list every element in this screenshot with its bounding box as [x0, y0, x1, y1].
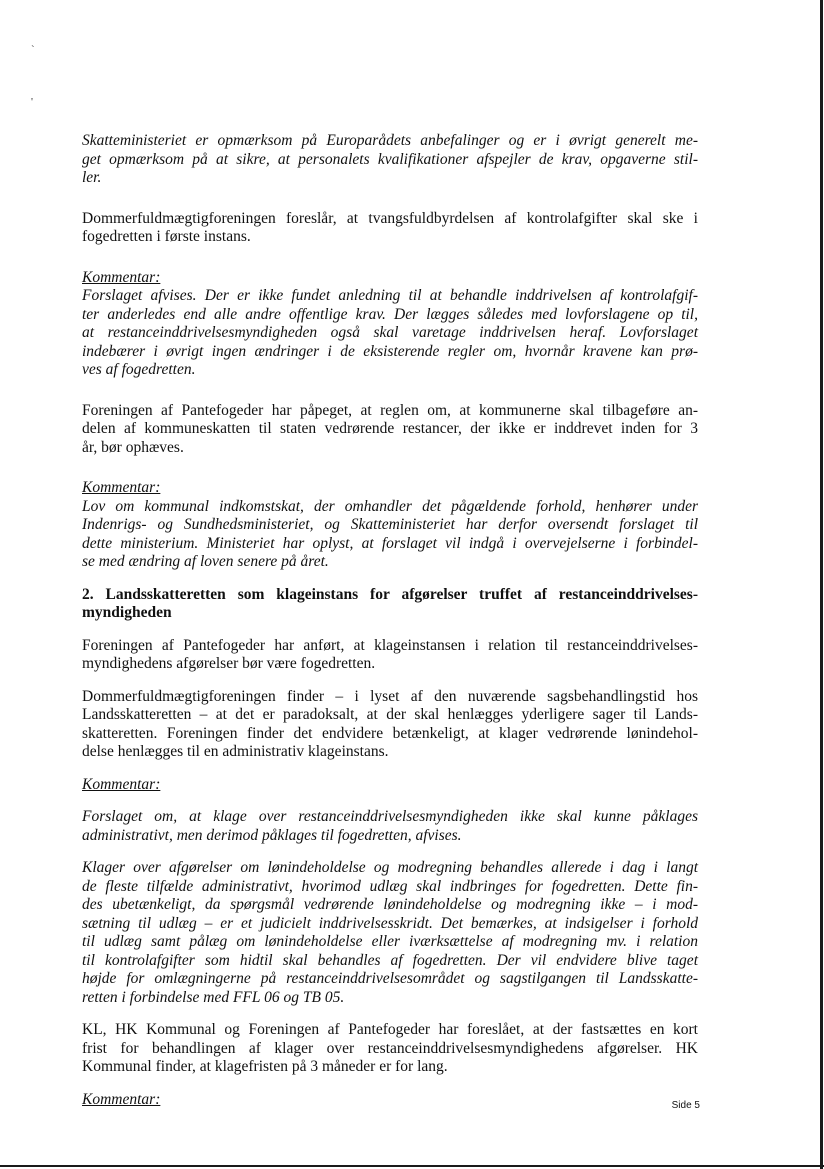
document-body — [82, 132, 698, 1109]
text-line: Forslaget om, at klage over restanceinddrivelsesmyndigheden ikke skal kunne påklages — [82, 808, 698, 825]
heading-line: myndigheden — [82, 604, 172, 621]
comment-label: Kommentar: — [82, 1090, 161, 1108]
scan-edge-bottom — [0, 1165, 824, 1167]
text-line: Lov om kommunal indkomstskat, der omhandler det pågældende forhold, henhører under — [82, 497, 698, 515]
text-line: højde for omlægningerne på restanceinddrivelsesområdet og sagstilgangen til Landsskatte- — [82, 970, 698, 987]
text-line: ter anderledes end alle andre offentlige krav. Der lægges således med lovforslagene op til, — [82, 305, 698, 323]
text-line: de fleste tilfælde administrativt, hvorimod udlæg skal indbringes for fogedretten. Dette fin- — [82, 877, 698, 895]
body-paragraph — [82, 1021, 698, 1077]
text-line: sætning til udlæg – er et judicielt inddrivelsesskridt. Det bemærkes, at indsigelser i forhold — [82, 914, 698, 932]
text-line: delse henlægges til en administrativ klageinstans. — [82, 743, 389, 760]
text-line: se med ændring af loven senere på året. — [82, 553, 329, 570]
comment-label: Kommentar: — [82, 775, 161, 793]
text-line: ler. — [82, 169, 102, 186]
section-heading — [82, 586, 698, 623]
text-line: get opmærksom på at sikre, at personalets kvalifikationer afspejler de krav, opgaverne stil- — [82, 150, 698, 168]
comment-paragraph — [82, 808, 698, 845]
text-line: delen af kommuneskatten til staten vedrørende restancer, der ikke er inddrevet inden for 3 — [82, 420, 698, 437]
body-paragraph — [82, 688, 698, 762]
text-line: Dommerfuldmægtigforeningen foreslår, at tvangsfuldbyrdelsen af kontrolafgifter skal ske i — [82, 209, 698, 227]
comment-label: Kommentar: — [82, 268, 161, 286]
comment-paragraph — [82, 132, 698, 188]
text-line: ves af fogedretten. — [82, 361, 196, 378]
comment-paragraph — [82, 498, 698, 572]
comment-paragraph — [82, 287, 698, 380]
text-line: Landsskatteretten – at det er paradoksalt, at der skal henlægges yderligere sager til Lands- — [82, 706, 698, 723]
body-paragraph — [82, 210, 698, 247]
text-line: skatteretten. Foreningen finder det endvidere betænkeligt, at klager vedrørende lønindehol- — [82, 724, 698, 742]
text-line: KL, HK Kommunal og Foreningen af Pantefogeder har foreslået, at der fastsættes en kort — [82, 1021, 698, 1038]
scan-edge-right — [820, 0, 823, 1169]
text-line: des ubetænkeligt, da spørgsmål vedrørende lønindeholdelse og modregning ikke – i mod- — [82, 896, 698, 913]
text-line: dette ministerium. Ministeriet har oplyst, at forslaget vil indgå i overvejelserne i forbindel- — [82, 534, 698, 552]
text-line: Indenrigs- og Sundhedsministeriet, og Skatteministeriet har derfor oversendt forslaget til — [82, 516, 698, 533]
text-line: administrativt, men derimod påklages til fogedretten, afvises. — [82, 826, 462, 844]
text-line: Foreningen af Pantefogeder har anført, at klageinstansen i relation til restanceinddrivelses- — [82, 636, 698, 654]
page-number: Side 5 — [671, 1100, 700, 1111]
text-line: Dommerfuldmægtigforeningen finder – i lyset af den nuværende sagsbehandlingstid hos — [82, 687, 698, 705]
text-line: frist for behandlingen af klager over restanceinddrivelsesmyndighedens afgørelser. HK — [82, 1039, 698, 1057]
text-line: retten i forbindelse med FFL 06 og TB 05. — [82, 988, 345, 1006]
text-line: år, bør ophæves. — [82, 438, 184, 456]
text-line: Klager over afgørelser om lønindeholdelse og modregning behandles allerede i dag i langt — [82, 859, 698, 876]
text-line: indebærer i øvrigt ingen ændringer i de eksisterende regler om, hvornår kravene kan prø- — [82, 342, 698, 360]
heading-line: 2. Landsskatteretten som klageinstans for afgørelser truffet af restanceinddrivelses- — [82, 585, 698, 603]
text-line: Skatteministeriet er opmærksom på Europarådets anbefalinger og er i øvrigt generelt me- — [82, 132, 698, 149]
body-paragraph — [82, 637, 698, 674]
body-paragraph — [82, 402, 698, 458]
text-line: myndighedens afgørelser bør være fogedretten. — [82, 655, 376, 672]
comment-label: Kommentar: — [82, 479, 161, 496]
text-line: Forslaget afvises. Der er ikke fundet anledning til at behandle inddrivelsen af kontrolafgif- — [82, 287, 698, 304]
text-line: Foreningen af Pantefogeder har påpeget, at reglen om, at kommunerne skal tilbageføre an- — [82, 401, 698, 419]
text-line: Kommunal finder, at klagefristen på 3 måneder er for lang. — [82, 1058, 448, 1075]
text-line: at restanceinddrivelsesmyndigheden også skal varetage inddrivelsen heraf. Lovforslaget — [82, 324, 698, 341]
text-line: til udlæg samt pålæg om lønindeholdelse eller iværksættelse af modregning mv. i relation — [82, 933, 698, 950]
comment-paragraph — [82, 859, 698, 1007]
text-line: til kontrolafgifter som hidtil skal behandles af fogedretten. Der vil endvidere blive taget — [82, 951, 698, 969]
text-line: fogedretten i første instans. — [82, 228, 251, 245]
scan-speck-mark: ' — [31, 96, 33, 108]
scan-speck-mark: ` — [31, 44, 35, 56]
